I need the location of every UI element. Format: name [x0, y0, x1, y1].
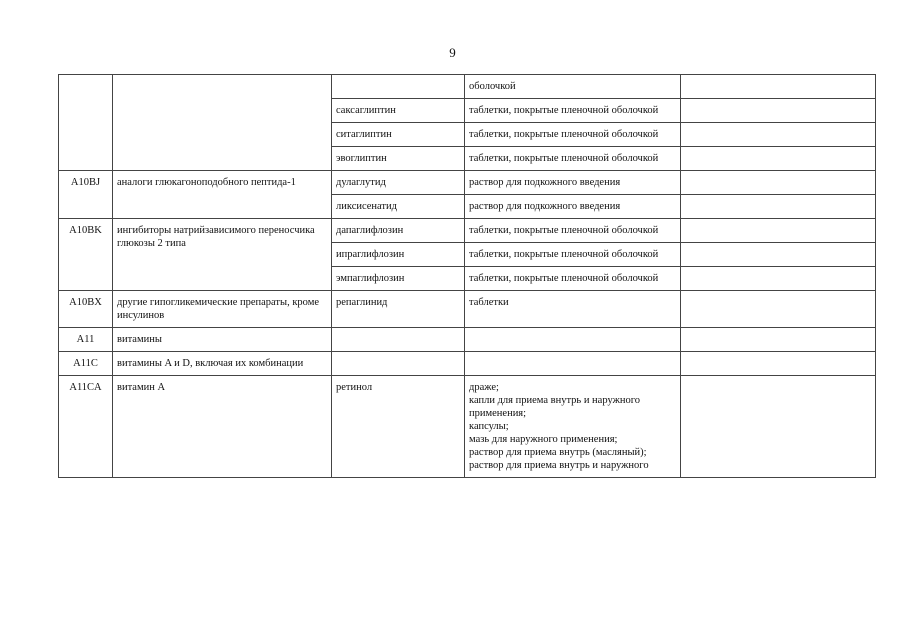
inn-cell: репаглинид [332, 291, 465, 328]
extra-cell [681, 291, 876, 328]
dosage-form-cell [465, 352, 681, 376]
extra-cell [681, 123, 876, 147]
extra-cell [681, 219, 876, 243]
atc-code-cell: A11 [59, 328, 113, 352]
inn-cell: ипраглифлозин [332, 243, 465, 267]
inn-cell [332, 328, 465, 352]
extra-cell [681, 147, 876, 171]
atc-code-cell: A10BX [59, 291, 113, 328]
inn-cell: дулаглутид [332, 171, 465, 195]
dosage-form-cell: таблетки, покрытые пленочной оболочкой [465, 123, 681, 147]
dosage-form-cell [465, 376, 681, 478]
dosage-form-cell: раствор для подкожного введения [465, 195, 681, 219]
dosage-form-cell [465, 328, 681, 352]
dosage-form-line: применения; [469, 408, 527, 419]
inn-cell: ликсисенатид [332, 195, 465, 219]
table-row [59, 328, 876, 352]
atc-description-cell [113, 75, 332, 171]
atc-description-cell: витамин A [113, 376, 332, 478]
dosage-form-cell: раствор для подкожного введения [465, 171, 681, 195]
atc-description-cell: витамины A и D, включая их комбинации [113, 352, 332, 376]
page-number: 9 [449, 45, 456, 60]
inn-cell: эвоглиптин [332, 147, 465, 171]
dosage-form-line: мазь для наружного применения; [469, 434, 618, 445]
dosage-form-line: капли для приема внутрь и наружного [469, 395, 640, 406]
inn-cell [332, 352, 465, 376]
extra-cell [681, 243, 876, 267]
dosage-form-line: раствор для приема внутрь и наружного [469, 460, 649, 471]
atc-description-cell: аналоги глюкагоноподобного пептида-1 [113, 171, 332, 219]
inn-cell: саксаглиптин [332, 99, 465, 123]
atc-code-cell: A10BK [59, 219, 113, 291]
extra-cell [681, 376, 876, 478]
dosage-form-line: драже; [469, 382, 499, 393]
dosage-form-line: капсулы; [469, 421, 509, 432]
dosage-form-cell: таблетки [465, 291, 681, 328]
dosage-form-cell: оболочкой [465, 75, 681, 99]
atc-code-cell: A10BJ [59, 171, 113, 219]
extra-cell [681, 267, 876, 291]
dosage-form-cell: таблетки, покрытые пленочной оболочкой [465, 219, 681, 243]
table-row [59, 219, 876, 243]
atc-description-cell: ингибиторы натрийзависимого переносчика глюкозы 2 типа [113, 219, 332, 291]
table-row [59, 291, 876, 328]
inn-cell: ситаглиптин [332, 123, 465, 147]
atc-description-cell: другие гипогликемические препараты, кроме инсулинов [113, 291, 332, 328]
table-row [59, 352, 876, 376]
extra-cell [681, 99, 876, 123]
drug-table [58, 74, 876, 478]
dosage-form-cell: таблетки, покрытые пленочной оболочкой [465, 147, 681, 171]
extra-cell [681, 328, 876, 352]
table-row [59, 171, 876, 195]
inn-cell [332, 75, 465, 99]
dosage-form-line: раствор для приема внутрь (масляный); [469, 447, 647, 458]
extra-cell [681, 171, 876, 195]
table-row [59, 75, 876, 99]
dosage-form-cell: таблетки, покрытые пленочной оболочкой [465, 99, 681, 123]
extra-cell [681, 195, 876, 219]
inn-cell: ретинол [332, 376, 465, 478]
inn-cell: дапаглифлозин [332, 219, 465, 243]
atc-code-cell: A11CA [59, 376, 113, 478]
extra-cell [681, 75, 876, 99]
atc-code-cell [59, 75, 113, 171]
dosage-form-cell: таблетки, покрытые пленочной оболочкой [465, 267, 681, 291]
atc-code-cell: A11C [59, 352, 113, 376]
atc-description-cell: витамины [113, 328, 332, 352]
extra-cell [681, 352, 876, 376]
inn-cell: эмпаглифлозин [332, 267, 465, 291]
table-row [59, 376, 876, 478]
dosage-form-cell: таблетки, покрытые пленочной оболочкой [465, 243, 681, 267]
